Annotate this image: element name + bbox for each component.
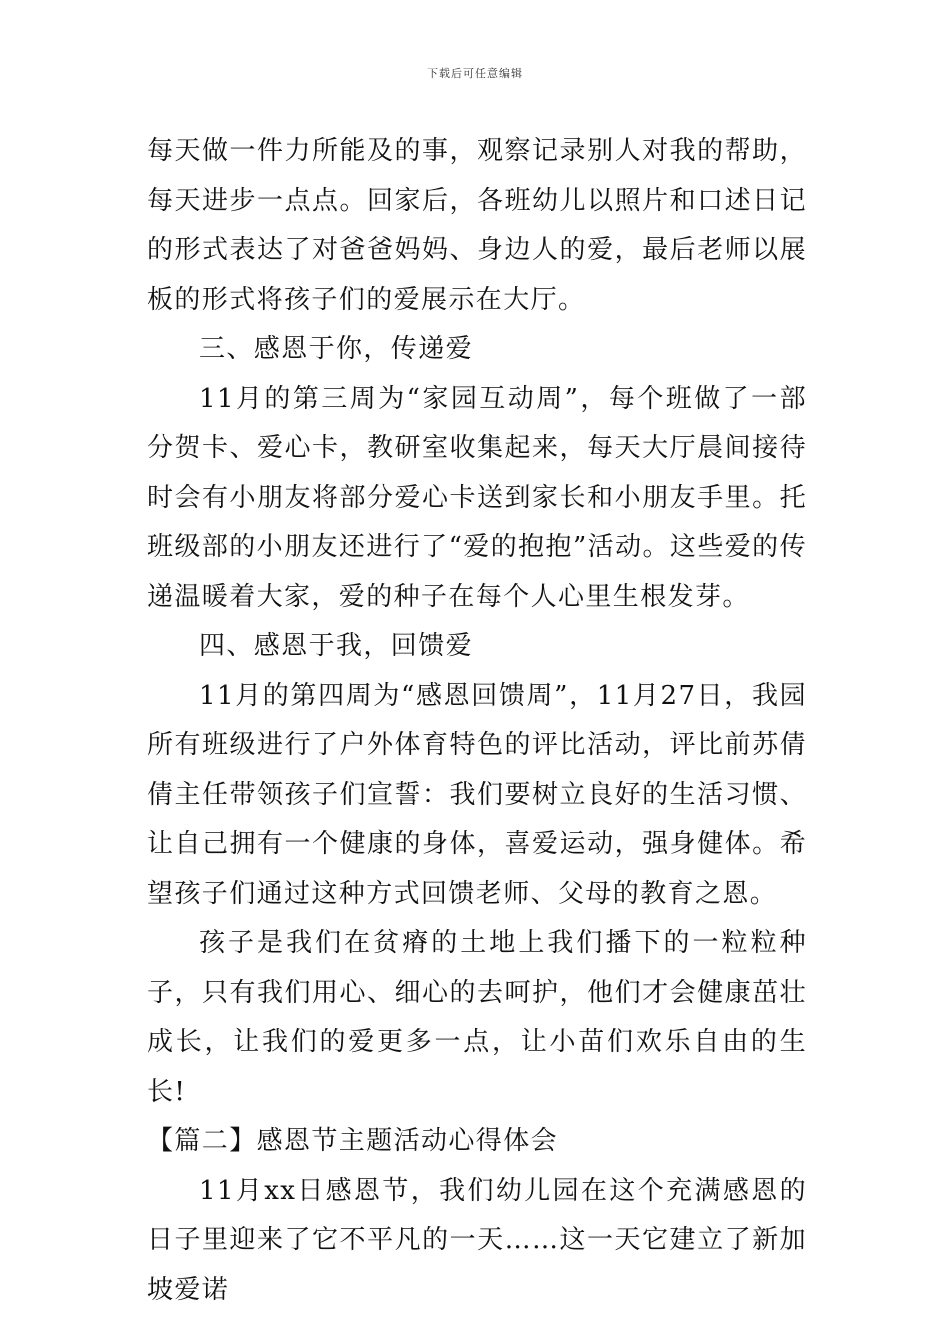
document-body [147,127,807,1315]
section-heading-three: 三、感恩于你，传递爱 [199,334,474,364]
paragraph-week-three: 11月的第三周为“家园互动周”，每个班做了一部分贺卡、爱心卡，教研室收集起来，每天大厅晨间接待时会有小朋友将部分爱心卡送到家长和小朋友手里。托班级部的小朋友还进行了“爱的抱抱”活动。这些爱的传递温暖着大家，爱的种子在每个人心里生根发芽。 [147,383,807,612]
paragraph-continuation: 每天做一件力所能及的事，观察记录别人对我的帮助，每天进步一点点。回家后，各班幼儿以照片和口述日记的形式表达了对爸爸妈妈、身边人的爱，最后老师以展板的形式将孩子们的爱展示在大厅。 [147,136,807,315]
section-heading-four: 四、感恩于我，回馈爱 [199,631,474,661]
chapter-title-part-two: 【篇二】感恩节主题活动心得体会 [147,1126,559,1156]
paragraph-conclusion: 孩子是我们在贫瘠的土地上我们播下的一粒粒种子，只有我们用心、细心的去呵护，他们才会健康茁壮成长，让我们的爱更多一点，让小苗们欢乐自由的生长! [147,928,807,1107]
page-header-note: 下载后可任意编辑 [427,67,523,80]
paragraph-part-two-intro: 11月xx日感恩节，我们幼儿园在这个充满感恩的日子里迎来了它不平凡的一天……这一天它建立了新加坡爱诺 [147,1175,807,1305]
paragraph-week-four: 11月的第四周为“感恩回馈周”，11月27日，我园所有班级进行了户外体育特色的评比活动，评比前苏倩倩主任带领孩子们宣誓：我们要树立良好的生活习惯、让自己拥有一个健康的身体，喜爱运动，强身健体。希望孩子们通过这种方式回馈老师、父母的教育之恩。 [147,680,807,909]
